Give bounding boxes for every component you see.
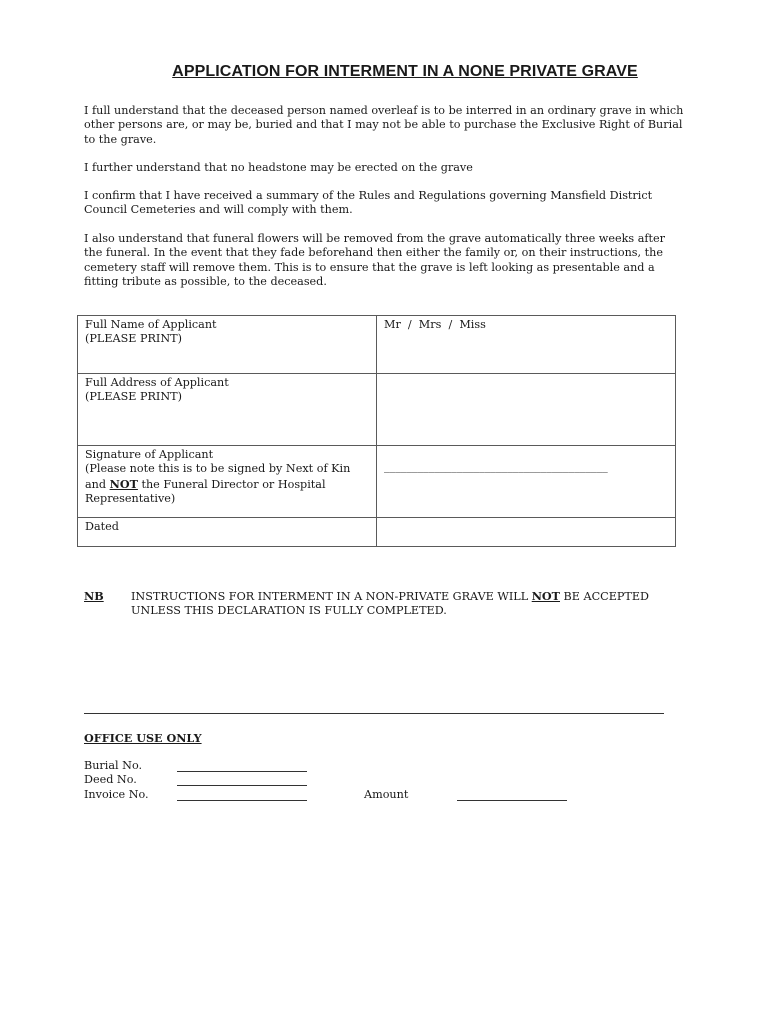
signature-label: Signature of Applicant <box>85 448 214 461</box>
dated-row <box>78 518 676 547</box>
nb-text-part-1: INSTRUCTIONS FOR INTERMENT IN A NON-PRIVATE GRAVE WILL <box>131 590 532 603</box>
signature-note-not: NOT <box>109 476 138 491</box>
address-field[interactable] <box>377 374 676 446</box>
signature-note-part-2: the Funeral Director or Hospital Representative) <box>85 477 326 506</box>
full-name-field[interactable] <box>377 316 676 374</box>
declaration-paragraph-4: I also understand that funeral flowers will be removed from the grave automatically three weeks after the funeral. In the event that they fade beforehand then either the family or, on their instructions, the cemetery staff will remove them. This is to ensure that the grave is left looking as presentable and a fitting tribute as possible, to the deceased. <box>84 232 665 289</box>
nb-text-part-2: BE ACCEPTED UNLESS THIS DECLARATION IS FULLY COMPLETED. <box>131 590 649 618</box>
address-note: (PLEASE PRINT) <box>85 390 182 404</box>
nb-text-not: NOT <box>531 589 560 603</box>
nb-notice <box>131 589 651 619</box>
invoice-no-label: Invoice No. <box>84 788 149 801</box>
declaration-paragraph-2: I further understand that no headstone may be erected on the grave <box>84 161 473 174</box>
signature-row <box>78 446 676 518</box>
full-name-label-cell <box>78 316 377 374</box>
deed-no-label: Deed No. <box>84 773 137 786</box>
amount-label: Amount <box>364 788 409 801</box>
dated-label: Dated <box>85 520 119 533</box>
signature-line[interactable]: ________________________________________ <box>384 460 608 473</box>
office-use-title: OFFICE USE ONLY <box>84 731 202 745</box>
amount-field[interactable] <box>457 800 567 801</box>
full-name-label: Full Name of Applicant <box>85 318 217 331</box>
declaration-paragraph-3: I confirm that I have received a summary of the Rules and Regulations governing Mansfield District Council Cemeteries and will comply with them. <box>84 189 653 217</box>
page-title: APPLICATION FOR INTERMENT IN A NONE PRIVATE GRAVE <box>172 63 638 80</box>
title-options[interactable]: Mr / Mrs / Miss <box>384 318 486 331</box>
applicant-details-table <box>77 315 676 547</box>
signature-field[interactable] <box>377 446 676 518</box>
signature-note-part-1: (Please note this is to be signed by Next of Kin and <box>85 462 351 491</box>
burial-no-label: Burial No. <box>84 759 143 772</box>
deed-no-field[interactable] <box>177 785 307 786</box>
section-divider <box>84 713 664 714</box>
burial-no-field[interactable] <box>177 771 307 772</box>
signature-note <box>85 462 350 505</box>
address-row <box>78 374 676 446</box>
signature-label-cell <box>78 446 377 518</box>
full-name-row <box>78 316 676 374</box>
address-label: Full Address of Applicant <box>85 376 229 389</box>
address-label-cell <box>78 374 377 446</box>
nb-label: NB <box>84 589 104 603</box>
dated-label-cell <box>78 518 377 547</box>
full-name-note: (PLEASE PRINT) <box>85 332 182 346</box>
invoice-no-field[interactable] <box>177 800 307 801</box>
dated-field[interactable] <box>377 518 676 547</box>
declaration-paragraph-1: I full understand that the deceased person named overleaf is to be interred in an ordinary grave in which other persons are, or may be, buried and that I may not be able to purchase the Exclusive Right of Burial to the grave. <box>84 104 684 146</box>
